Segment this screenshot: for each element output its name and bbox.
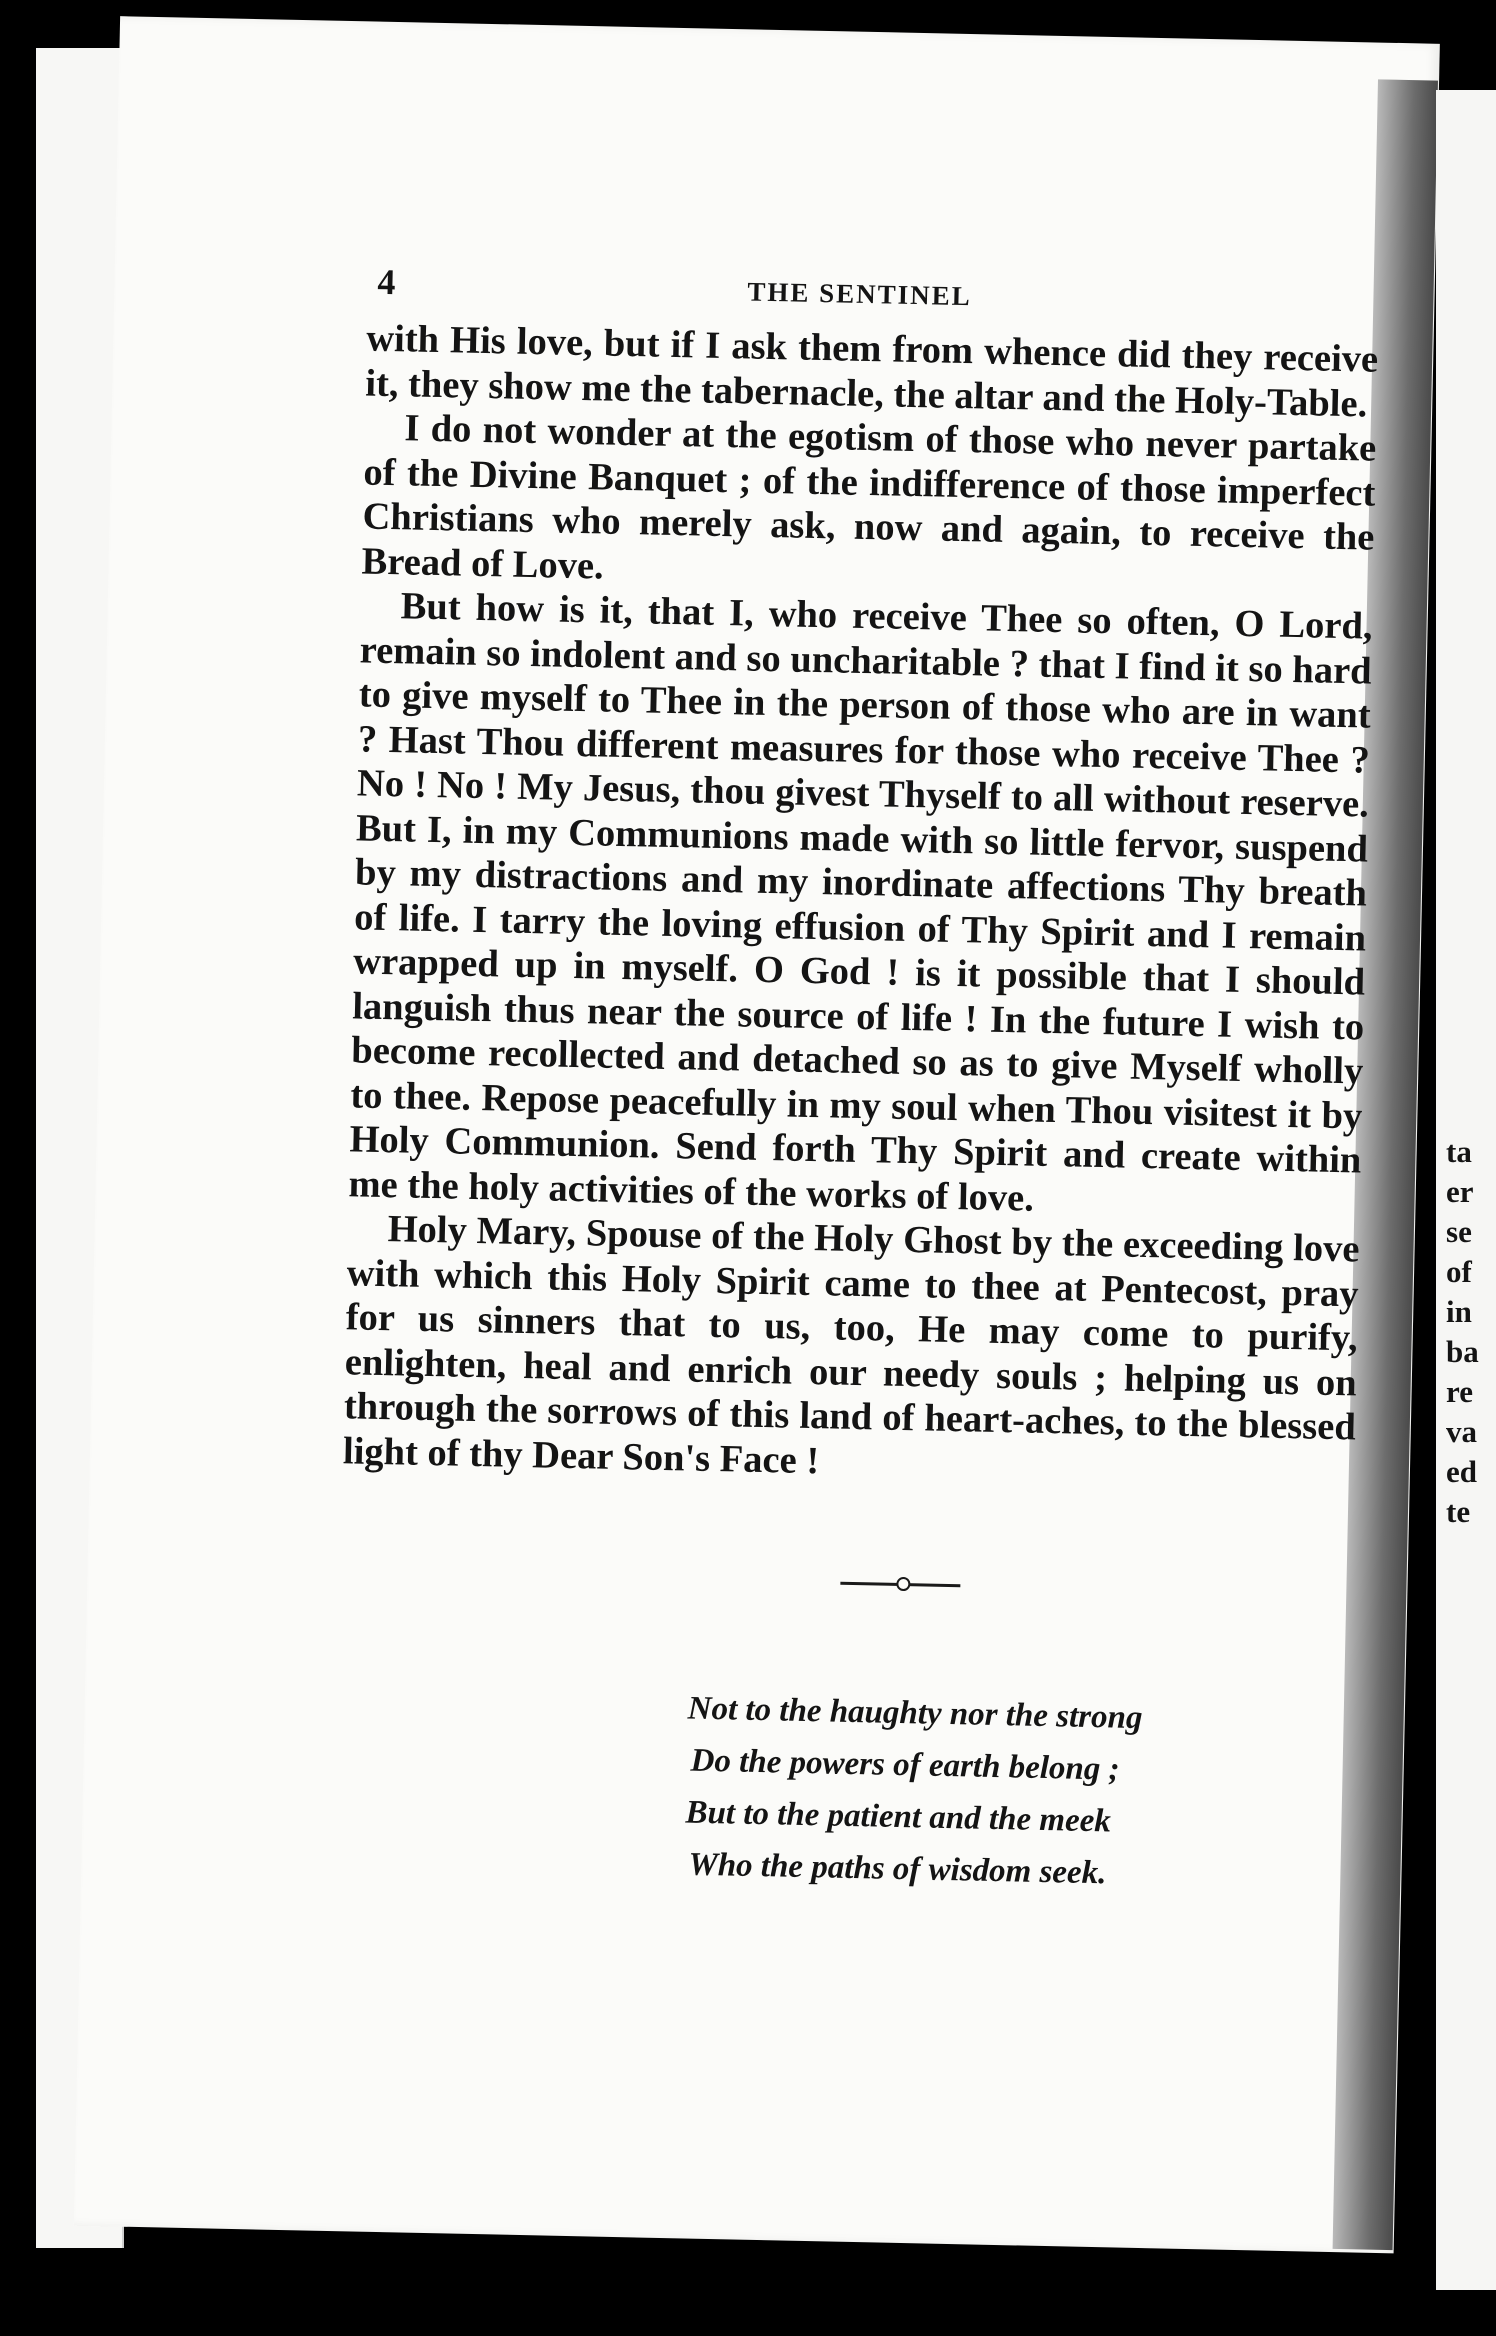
next-page-fragment: ta xyxy=(1446,1134,1472,1169)
poem-line: Do the powers of earth belong ; xyxy=(690,1742,1120,1788)
next-page-fragment: in xyxy=(1446,1294,1472,1329)
section-divider xyxy=(219,1531,1231,1642)
body-text xyxy=(343,317,1379,1495)
next-page-fragment: se xyxy=(1446,1214,1472,1249)
next-page-fragment: re xyxy=(1446,1374,1473,1409)
poem-line: Who the paths of wisdom seek. xyxy=(688,1846,1107,1892)
running-head: THE SENTINEL xyxy=(747,276,973,312)
poem xyxy=(684,1683,1228,1902)
next-page-fragment: ba xyxy=(1446,1334,1479,1369)
next-page-fragment: ed xyxy=(1446,1454,1477,1489)
next-page-fragment: te xyxy=(1446,1494,1471,1529)
page-number: 4 xyxy=(377,261,396,303)
page-content xyxy=(214,258,1379,1902)
next-page-edge xyxy=(1436,90,1496,2290)
paragraph: But how is it, that I, who receive Thee so often, O Lord, remain so indolent and so uncharitable ? that I find it so hard to give myself to Thee in the person of those who are in want ? Hast Thou different measures for those who receive Thee ? No ! No ! My Jesus, thou givest Thyself to all without reserve. But I, in my Communions made with so little fervor, suspend by my distractions and my inordinate affections Thy breath of life. I tarry the loving effusion of Thy Spirit and I remain wrapped up in myself. O God ! is it possible that I should languish thus near the source of life ! In the future I wish to become recollected and detached so as to give Myself wholly to thee. Repose peacefully in my soul when Thou visitest it by Holy Communion. Send forth Thy Spirit and create within me the holy activities of the works of love. xyxy=(348,585,1373,1220)
next-page-fragment: of xyxy=(1446,1254,1472,1289)
paragraph: with His love, but if I ask them from whence did they receive it, they show me the tabernacle, the altar and the Holy-Table. xyxy=(364,317,1379,425)
paragraph: I do not wonder at the egotism of those who never partake of the Divine Banquet ; of the indifference of those imperfect Christians who merely ask, now and again, to receive the Bread of Love. xyxy=(361,407,1377,588)
paragraph: Holy Mary, Spouse of the Holy Ghost by the exceeding love with which this Holy Spirit came to thee at Pentecost, pray for us sinners that to us, too, He may come to purify, enlighten, heal and enrich our needy souls ; helping us on through the sorrows of this land of heart-aches, to the blessed light of thy Dear Son's Face ! xyxy=(342,1208,1360,1482)
next-page-fragment: er xyxy=(1446,1174,1474,1209)
poem-line: But to the patient and the meek xyxy=(685,1794,1112,1840)
divider-ornament xyxy=(896,1577,910,1591)
next-page-fragment: va xyxy=(1446,1414,1477,1449)
poem-line: Not to the haughty nor the strong xyxy=(687,1690,1143,1737)
